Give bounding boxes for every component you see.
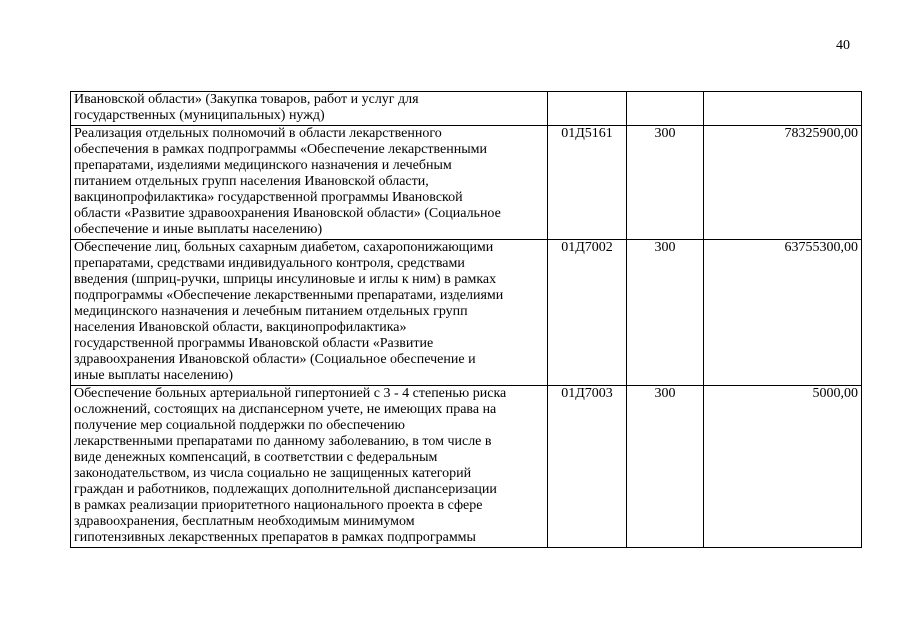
table-row: [71, 92, 862, 126]
item-name-line: осложнений, состоящих на диспансерном учете, не имеющих права на: [74, 402, 497, 417]
item-name-line: иные выплаты населению): [74, 368, 234, 383]
item-name-line: гипотензивных лекарственных препаратов в рамках подпрограммы: [74, 530, 476, 545]
sum-cell: [704, 92, 862, 126]
item-name-line: граждан и работников, подлежащих дополнительной диспансеризации: [74, 482, 497, 497]
item-name-cell: [71, 92, 548, 126]
item-name-line: государственной программы Ивановской области «Развитие: [74, 336, 434, 351]
item-name-line: законодательством, из числа социально не защищенных категорий: [74, 466, 472, 481]
item-name-line: здравоохранения Ивановской области» (Социальное обеспечение и: [74, 352, 476, 367]
sum-cell: 63755300,00: [704, 240, 862, 386]
item-name-line: получение мер социальной поддержки по обеспечению: [74, 418, 405, 433]
item-name-line: медицинского назначения и лечебным питанием отдельных групп: [74, 304, 468, 319]
item-name-line: Обеспечение больных артериальной гипертонией с 3 - 4 степенью риска: [74, 386, 507, 401]
sum-cell: 78325900,00: [704, 126, 862, 240]
target-code-cell: 01Д5161: [548, 126, 627, 240]
sum-cell: 5000,00: [704, 386, 862, 548]
expense-type-cell: 300: [627, 240, 704, 386]
page-number: 40: [836, 38, 850, 53]
item-name-line: здравоохранения, бесплатным необходимым минимумом: [74, 514, 415, 529]
item-name-line: населения Ивановской области, вакцинопрофилактика»: [74, 320, 407, 335]
item-name-line: препаратами, изделиями медицинского назначения и лечебным: [74, 158, 452, 173]
item-name-line: Обеспечение лиц, больных сахарным диабетом, сахаропонижающими: [74, 240, 494, 255]
target-code-cell: 01Д7003: [548, 386, 627, 548]
item-name-line: государственных (муниципальных) нужд): [74, 108, 325, 123]
item-name-line: вакцинопрофилактика» государственной программы Ивановской: [74, 190, 463, 205]
target-code-cell: [548, 92, 627, 126]
item-name-line: введения (шприц-ручки, шприцы инсулиновые и иглы к ним) в рамках: [74, 272, 497, 287]
table-row: [71, 386, 862, 548]
item-name-line: Ивановской области» (Закупка товаров, работ и услуг для: [74, 92, 419, 107]
item-name-cell: [71, 386, 548, 548]
item-name-line: виде денежных компенсаций, в соответствии с федеральным: [74, 450, 438, 465]
item-name-line: обеспечение и иные выплаты населению): [74, 222, 323, 237]
target-code-cell: 01Д7002: [548, 240, 627, 386]
item-name-line: препаратами, средствами индивидуального контроля, средствами: [74, 256, 465, 271]
item-name-line: в рамках реализации приоритетного национального проекта в сфере: [74, 498, 483, 513]
table-row: [71, 240, 862, 386]
expense-type-cell: 300: [627, 386, 704, 548]
item-name-line: подпрограммы «Обеспечение лекарственными препаратами, изделиями: [74, 288, 504, 303]
item-name-line: лекарственными препаратами по данному заболеванию, в том числе в: [74, 434, 492, 449]
item-name-line: питанием отдельных групп населения Ивановской области,: [74, 174, 429, 189]
expense-type-cell: [627, 92, 704, 126]
table-row: [71, 126, 862, 240]
item-name-line: области «Развитие здравоохранения Ивановской области» (Социальное: [74, 206, 501, 221]
expense-type-cell: 300: [627, 126, 704, 240]
item-name-line: Реализация отдельных полномочий в области лекарственного: [74, 126, 442, 141]
item-name-line: обеспечения в рамках подпрограммы «Обеспечение лекарственными: [74, 142, 487, 157]
item-name-cell: [71, 126, 548, 240]
budget-table: [70, 91, 862, 548]
item-name-cell: [71, 240, 548, 386]
